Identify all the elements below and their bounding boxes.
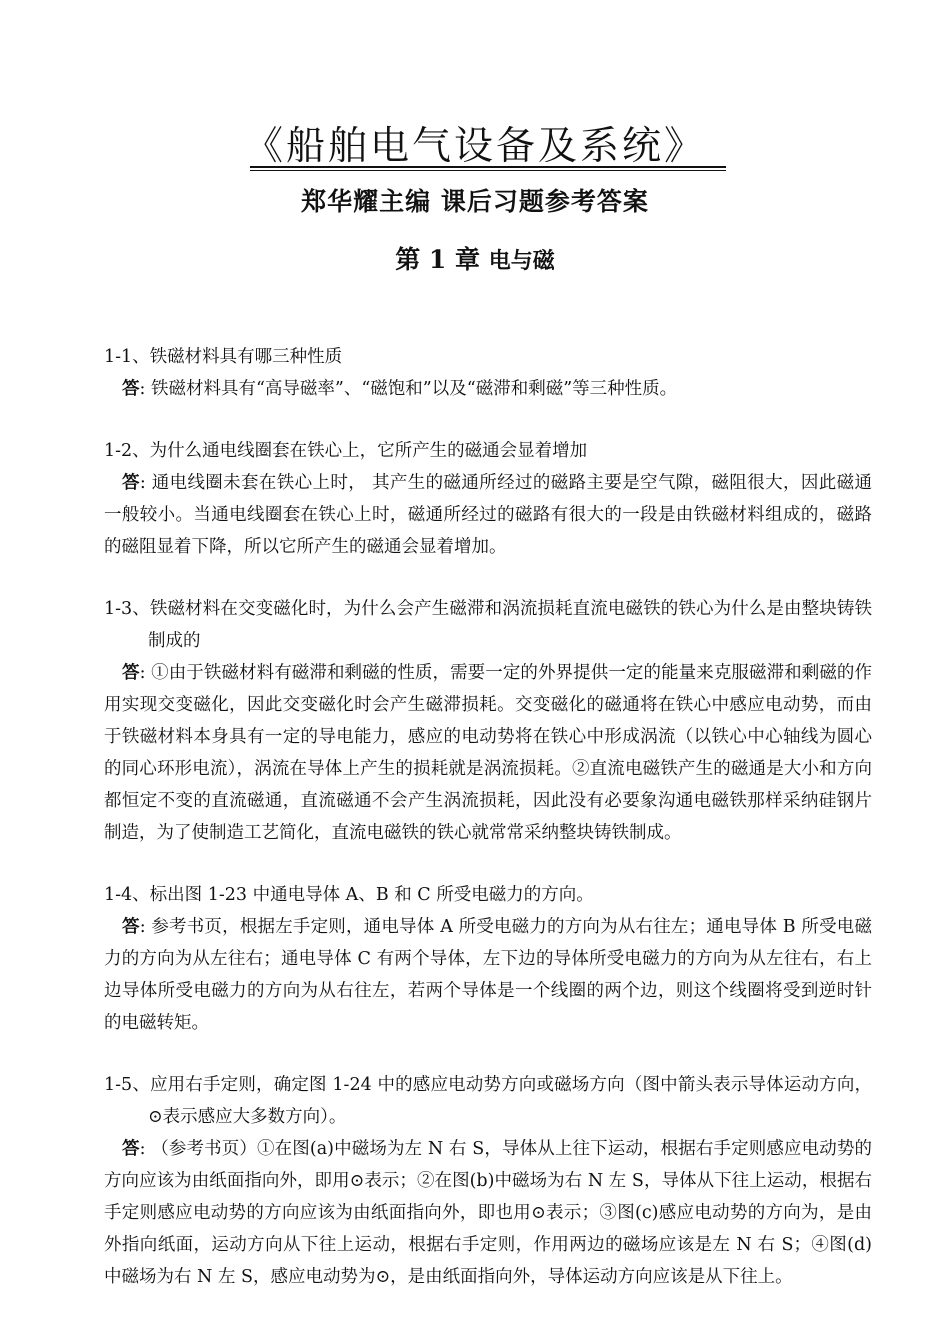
answer-label: 答	[122, 473, 140, 493]
answer-label: 答	[122, 663, 140, 683]
qa-item-1-4	[104, 879, 872, 1039]
answer-paragraph	[104, 657, 872, 849]
answer-text: : （参考书页）①在图(a)中磁场为左 N 右 S，导体从上往下运动，根据右手定则感应电动势的方向应该为由纸面指向外，即用⊙表示；②在图(b)中磁场为右 N 左 S，导体从下往上运动，根据右手定则感应电动势的方向应该为由纸面指向外，即也用⊙表示；③图(c)感应电动势的方向为，是由外指向纸面，运动方向从下往上运动，根据右手定则，作用两边的磁场应该是左 N 右 S；④图(d)中磁场为右 N 左 S，感应电动势为⊙，是由纸面指向外，导体运动方向应该是从下往上。	[104, 1139, 873, 1287]
answer-paragraph	[104, 1133, 872, 1293]
question-text: 1-5、应用右手定则，确定图 1-24 中的感应电动势方向或磁场方向（图中箭头表示导体运动方向，⊙表示感应大多数方向）。	[104, 1075, 872, 1127]
answer-text: : 铁磁材料具有“高导磁率”、“磁饱和”以及“磁滞和剩磁”等三种性质。	[139, 379, 678, 399]
answer-paragraph	[104, 373, 872, 405]
answer-paragraph	[104, 467, 872, 563]
answer-text: : 通电线圈未套在铁心上时， 其产生的磁通所经过的磁路主要是空气隙，磁阻很大，因此磁通一般较小。当通电线圈套在铁心上时，磁通所经过的磁路有很大的一段是由铁磁材料组成的，磁路的磁阻显着下降，所以它所产生的磁通会显着增加。	[104, 473, 872, 557]
question-text: 1-1、铁磁材料具有哪三种性质	[104, 347, 343, 367]
qa-item-1-3	[104, 593, 872, 849]
chapter-number: 第 1 章	[395, 245, 481, 274]
answer-label: 答	[122, 379, 140, 399]
question-text: 1-2、为什么通电线圈套在铁心上，它所产生的磁通会显着增加	[104, 441, 588, 461]
document-title: 《船舶电气设备及系统》	[243, 124, 706, 169]
qa-item-1-1	[104, 341, 872, 405]
qa-item-1-2	[104, 435, 872, 563]
qa-content	[104, 341, 872, 1323]
qa-item-1-5	[104, 1069, 872, 1293]
question-text: 1-4、标出图 1-23 中通电导体 A、B 和 C 所受电磁力的方向。	[104, 885, 594, 905]
answer-paragraph	[104, 911, 872, 1039]
question-text: 1-3、铁磁材料在交变磁化时，为什么会产生磁滞和涡流损耗直流电磁铁的铁心为什么是由整块铸铁制成的	[104, 599, 872, 651]
chapter-heading	[0, 242, 950, 279]
chapter-title: 电与磁	[488, 248, 555, 274]
answer-label: 答	[122, 917, 140, 937]
answer-text: : 参考书页，根据左手定则，通电导体 A 所受电磁力的方向为从右往左；通电导体 B 所受电磁力的方向为从左往右；通电导体 C 有两个导体，左下边的导体所受电磁力的方向为从左往右，右上边导体所受电磁力的方向为从右往左，若两个导体是一个线圈的两个边，则这个线圈将受到逆时针的电磁转矩。	[104, 917, 872, 1033]
answer-label: 答	[122, 1139, 140, 1159]
document-subtitle: 郑华耀主编 课后习题参考答案	[301, 187, 649, 216]
title-double-underline	[250, 166, 726, 171]
answer-text: : ①由于铁磁材料有磁滞和剩磁的性质，需要一定的外界提供一定的能量来克服磁滞和剩磁的作用实现交变磁化，因此交变磁化时会产生磁滞损耗。交变磁化的磁通将在铁心中感应电动势，而由于铁磁材料本身具有一定的导电能力，感应的电动势将在铁心中形成涡流（以铁心中心轴线为圆心的同心环形电流），涡流在导体上产生的损耗就是涡流损耗。②直流电磁铁产生的磁通是大小和方向都恒定不变的直流磁通，直流磁通不会产生涡流损耗，因此没有必要象沟通电磁铁那样采纳硅钢片制造，为了使制造工艺简化，直流电磁铁的铁心就常常采纳整块铸铁制成。	[104, 663, 872, 843]
